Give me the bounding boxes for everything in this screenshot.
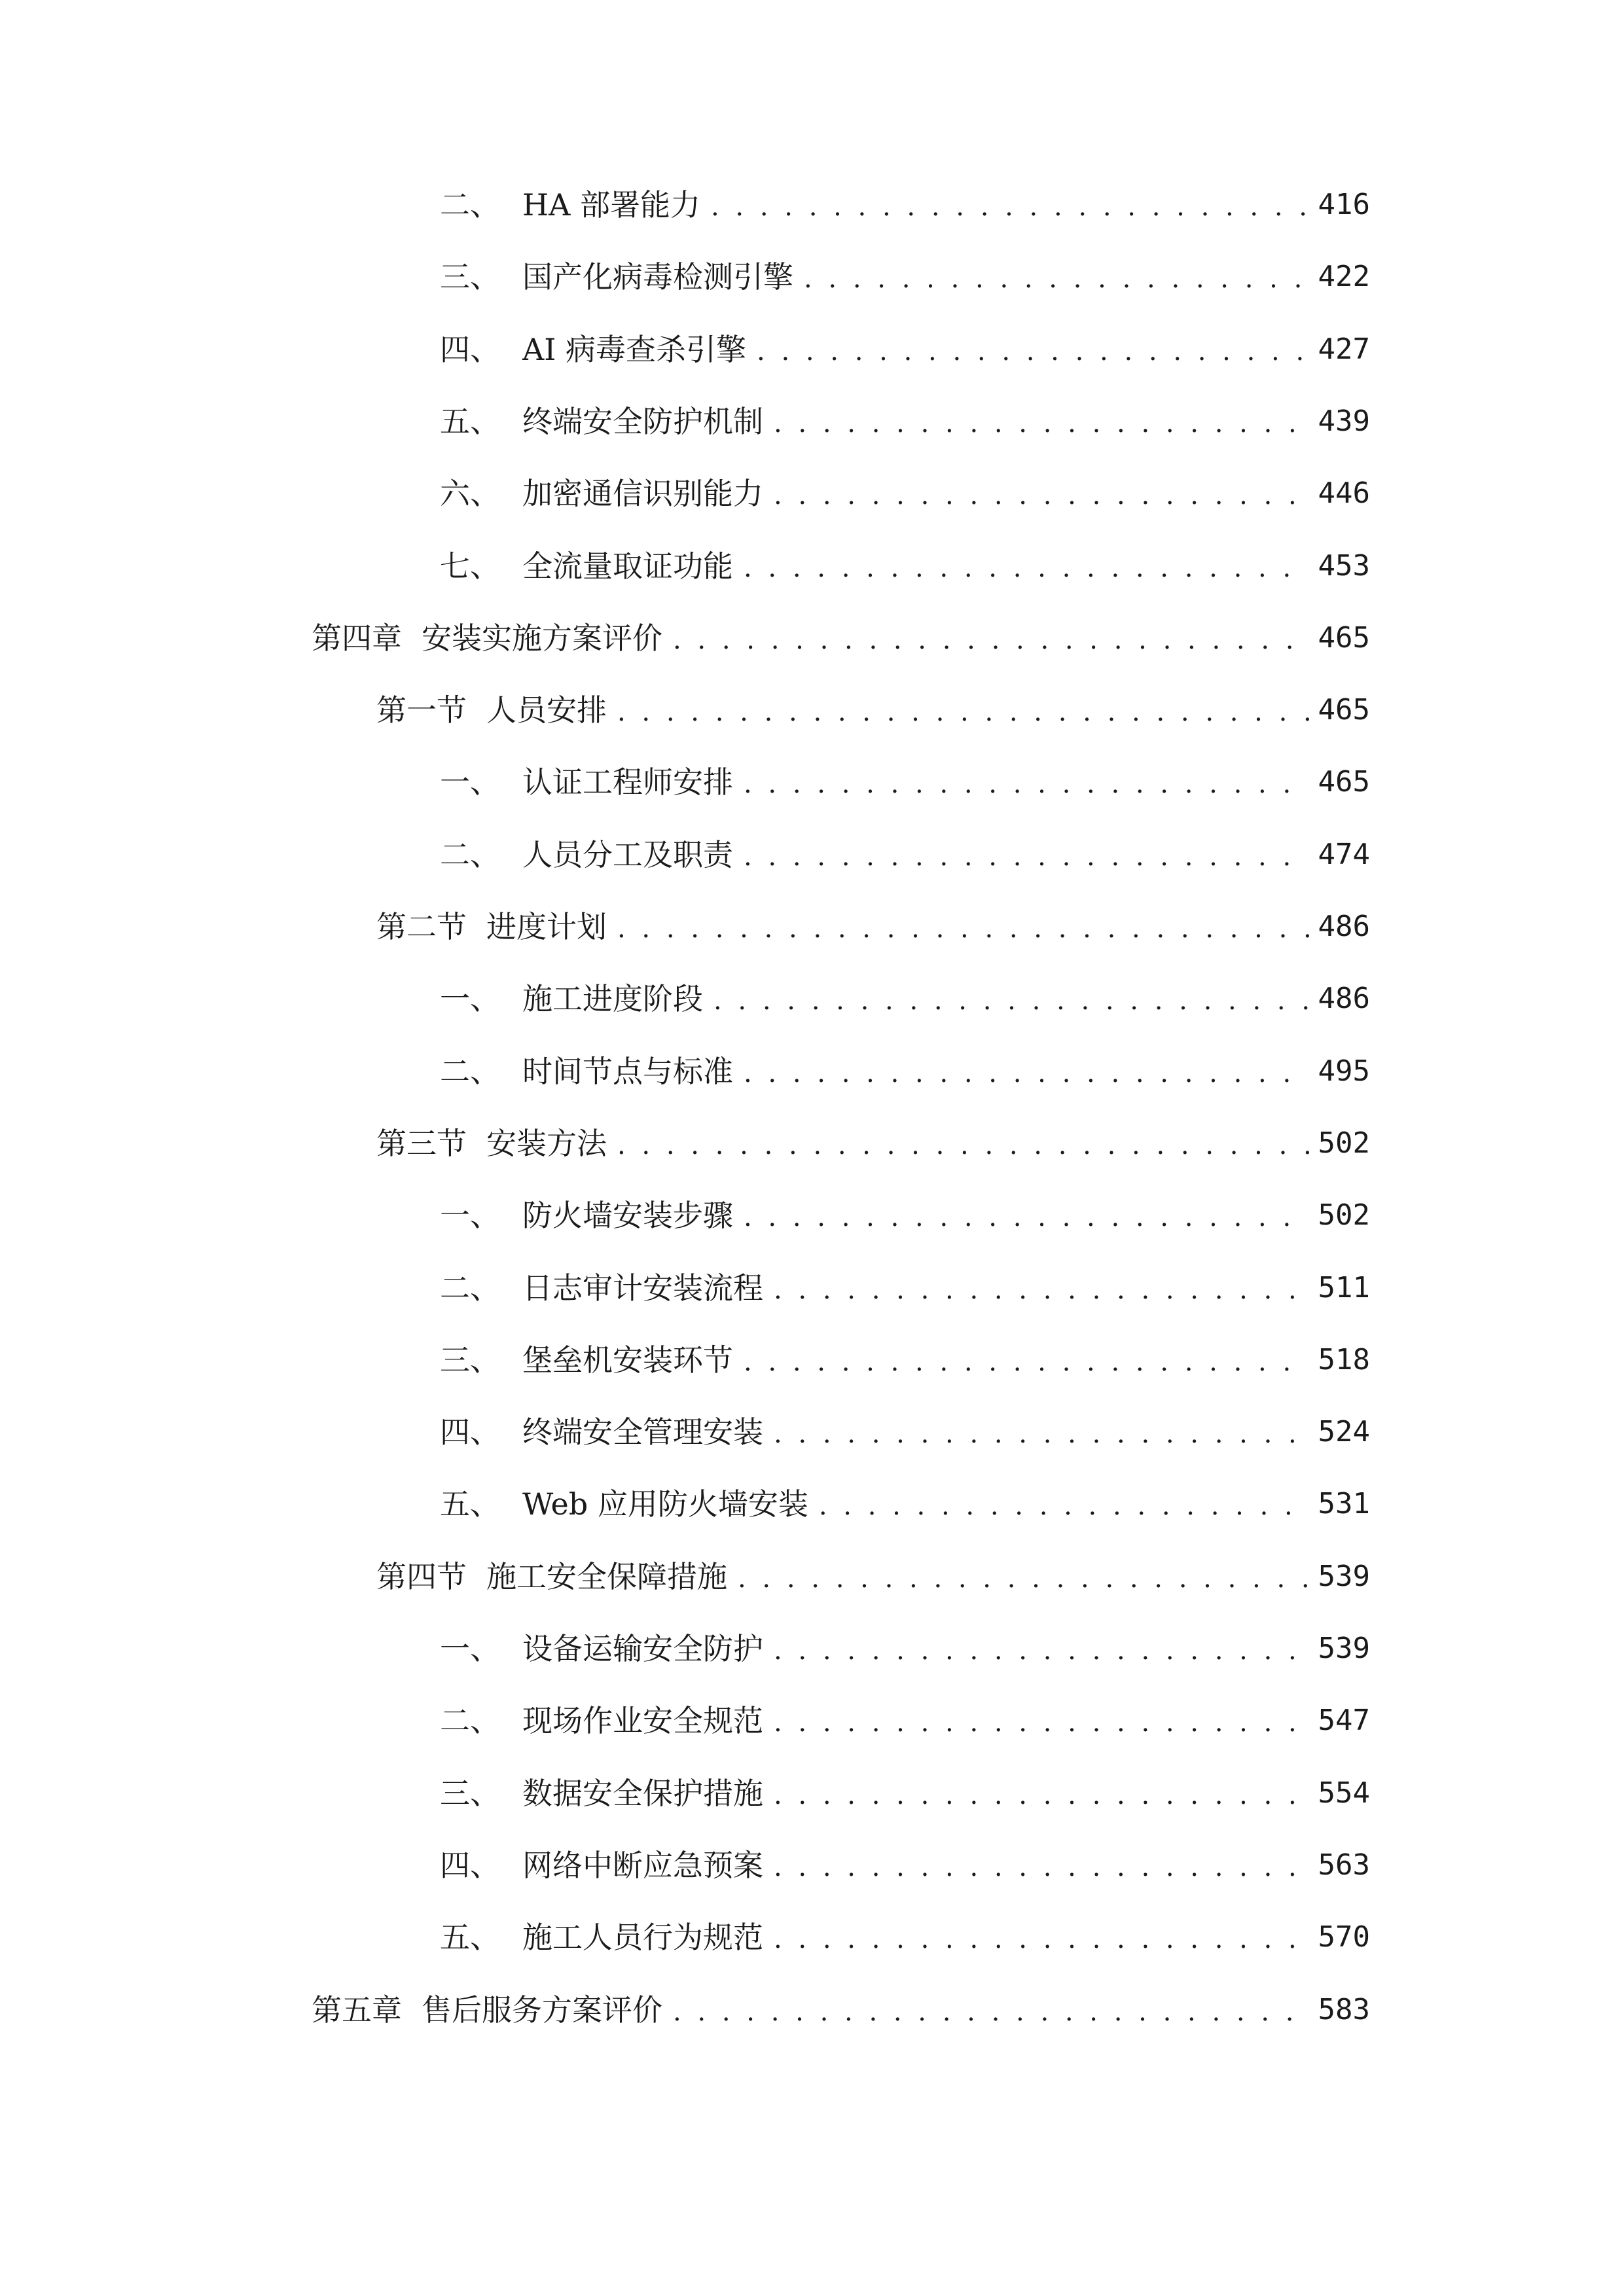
toc-entry-number: 三、 (440, 259, 500, 295)
toc-entry-label (440, 254, 793, 300)
toc-entry-item[interactable] (440, 399, 1370, 444)
toc-page-number: 465 (1318, 765, 1370, 798)
toc-page-number: 563 (1318, 1848, 1370, 1882)
toc-entry-item[interactable] (440, 832, 1370, 878)
toc-dot-leader (774, 1770, 1309, 1816)
toc-entry-title: 数据安全保护措施 (522, 1776, 763, 1811)
toc-dot-leader (774, 471, 1309, 516)
toc-page-number: 465 (1318, 621, 1370, 655)
toc-entry-title: 现场作业安全规范 (522, 1703, 763, 1738)
toc-entry-item[interactable] (440, 1193, 1370, 1238)
toc-page-number: 465 (1318, 693, 1370, 726)
toc-page-number: 539 (1318, 1632, 1370, 1665)
toc-entry-item[interactable] (440, 1049, 1370, 1094)
toc-page-number: 422 (1318, 260, 1370, 293)
toc-entry-label (440, 1770, 763, 1816)
toc-dot-leader (774, 1842, 1309, 1888)
toc-entry-item[interactable] (440, 1770, 1370, 1816)
toc-entry-label (376, 904, 607, 950)
toc-page-number: 554 (1318, 1776, 1370, 1810)
toc-entry-item[interactable] (440, 254, 1370, 300)
toc-page-number: 474 (1318, 838, 1370, 871)
toc-entry-number: 五、 (440, 404, 500, 439)
toc-page-number: 539 (1318, 1560, 1370, 1593)
toc-entry-label (440, 471, 763, 516)
toc-entry-number: 一、 (440, 764, 500, 800)
toc-page-number: 427 (1318, 332, 1370, 366)
toc-entry-label (440, 1337, 733, 1383)
toc-entry-item[interactable] (440, 182, 1370, 228)
toc-entry-title: 加密通信识别能力 (522, 476, 763, 511)
toc-entry-title: 施工进度阶段 (522, 981, 703, 1016)
toc-page-number: 547 (1318, 1704, 1370, 1737)
toc-entry-number: 五、 (440, 1920, 500, 1955)
toc-entry-number: 四、 (440, 332, 500, 367)
toc-entry-number: 二、 (440, 837, 500, 872)
toc-entry-title: 人员分工及职责 (522, 837, 733, 872)
toc-entry-number: 一、 (440, 981, 500, 1016)
toc-dot-leader (673, 1987, 1309, 2033)
toc-page-number: 495 (1318, 1054, 1370, 1088)
toc-entry-item[interactable] (440, 543, 1370, 589)
toc-entry-item[interactable] (440, 1481, 1370, 1527)
toc-entry-section[interactable] (376, 687, 1370, 733)
toc-entry-number: 七、 (440, 548, 500, 584)
toc-entry-number: 第一节 (376, 692, 467, 728)
toc-entry-title: 人员安排 (486, 692, 607, 728)
toc-entry-item[interactable] (440, 1409, 1370, 1455)
toc-entry-title: Web 应用防火墙安装 (522, 1486, 808, 1522)
toc-entry-title: 设备运输安全防护 (522, 1631, 763, 1666)
toc-dot-leader (617, 1121, 1309, 1166)
toc-entry-title: 时间节点与标准 (522, 1054, 733, 1089)
toc-entry-label (440, 399, 763, 444)
toc-entry-title: HA 部署能力 (522, 187, 700, 223)
toc-entry-item[interactable] (440, 1626, 1370, 1672)
toc-entry-number: 第三节 (376, 1126, 467, 1161)
toc-entry-label (440, 327, 746, 372)
toc-dot-leader (744, 1049, 1309, 1094)
toc-entry-item[interactable] (440, 759, 1370, 805)
toc-entry-title: 进度计划 (486, 909, 607, 944)
toc-entry-label (440, 1049, 733, 1094)
toc-entry-item[interactable] (440, 1337, 1370, 1383)
toc-entry-item[interactable] (440, 327, 1370, 372)
toc-dot-leader (738, 1554, 1309, 1600)
toc-page-number: 511 (1318, 1271, 1370, 1304)
toc-entry-label (440, 1914, 763, 1960)
toc-entry-title: 堡垒机安装环节 (522, 1342, 733, 1378)
toc-entry-title: 安装实施方案评价 (422, 620, 662, 656)
toc-entry-item[interactable] (440, 1265, 1370, 1311)
toc-dot-leader (617, 904, 1309, 950)
toc-page-number: 416 (1318, 188, 1370, 221)
toc-entry-chapter[interactable] (312, 615, 1370, 661)
toc-dot-leader (774, 1914, 1309, 1960)
toc-entry-label (376, 1554, 727, 1600)
toc-entry-title: 日志审计安装流程 (522, 1270, 763, 1306)
toc-entry-title: 售后服务方案评价 (422, 1992, 662, 2028)
toc-page-number: 453 (1318, 549, 1370, 583)
toc-entry-item[interactable] (440, 1698, 1370, 1744)
toc-dot-leader (744, 759, 1309, 805)
toc-entry-number: 第五章 (312, 1992, 402, 2028)
toc-entry-number: 第四章 (312, 620, 402, 656)
toc-page-number: 439 (1318, 404, 1370, 438)
toc-entry-title: 防火墙安装步骤 (522, 1198, 733, 1233)
toc-page-number: 502 (1318, 1198, 1370, 1232)
toc-entry-label (440, 1698, 763, 1744)
toc-entry-number: 五、 (440, 1486, 500, 1522)
toc-entry-number: 一、 (440, 1631, 500, 1666)
toc-dot-leader (617, 687, 1309, 733)
toc-entry-item[interactable] (440, 976, 1370, 1022)
toc-entry-title: 终端安全防护机制 (522, 404, 763, 439)
toc-entry-label (376, 1121, 607, 1166)
toc-dot-leader (713, 976, 1309, 1022)
toc-dot-leader (774, 399, 1309, 444)
toc-entry-title: 认证工程师安排 (522, 764, 733, 800)
toc-page-number: 524 (1318, 1415, 1370, 1448)
toc-entry-title: 全流量取证功能 (522, 548, 733, 584)
toc-dot-leader (819, 1481, 1309, 1527)
toc-entry-label (440, 1265, 763, 1311)
toc-entry-label (440, 1193, 733, 1238)
toc-entry-label (440, 976, 703, 1022)
toc-entry-item[interactable] (440, 471, 1370, 516)
toc-entry-title: 安装方法 (486, 1126, 607, 1161)
toc-entry-label (440, 1481, 808, 1527)
toc-entry-label (312, 615, 662, 661)
toc-entry-label (440, 759, 733, 805)
toc-page-number: 486 (1318, 910, 1370, 943)
toc-page-number: 446 (1318, 476, 1370, 510)
toc-dot-leader (673, 615, 1309, 661)
toc-entry-number: 三、 (440, 1776, 500, 1811)
toc-entry-title: 终端安全管理安装 (522, 1414, 763, 1450)
toc-entry-label (440, 543, 733, 589)
toc-entry-number: 二、 (440, 1703, 500, 1738)
toc-entry-number: 六、 (440, 476, 500, 511)
toc-dot-leader (774, 1698, 1309, 1744)
toc-page-number: 518 (1318, 1343, 1370, 1376)
toc-entry-title: 国产化病毒检测引擎 (522, 259, 793, 295)
toc-dot-leader (744, 1193, 1309, 1238)
toc-entry-title: 施工安全保障措施 (486, 1559, 727, 1594)
toc-entry-section[interactable] (376, 1121, 1370, 1166)
toc-entry-label (312, 1987, 662, 2033)
toc-dot-leader (711, 182, 1309, 228)
toc-dot-leader (774, 1409, 1309, 1455)
toc-entry-number: 二、 (440, 1270, 500, 1306)
toc-dot-leader (804, 254, 1309, 300)
toc-dot-leader (757, 327, 1309, 372)
toc-dot-leader (744, 1337, 1309, 1383)
toc-entry-number: 四、 (440, 1414, 500, 1450)
toc-page-number: 583 (1318, 1993, 1370, 2026)
toc-entry-number: 二、 (440, 187, 500, 223)
toc-entry-item[interactable] (440, 1914, 1370, 1960)
toc-page-number: 502 (1318, 1126, 1370, 1160)
toc-entry-label (440, 832, 733, 878)
toc-entry-number: 第四节 (376, 1559, 467, 1594)
toc-entry-item[interactable] (440, 1842, 1370, 1888)
toc-dot-leader (774, 1265, 1309, 1311)
toc-entry-label (440, 182, 700, 228)
toc-entry-number: 第二节 (376, 909, 467, 944)
toc-entry-title: 网络中断应急预案 (522, 1848, 763, 1883)
toc-entry-label (440, 1409, 763, 1455)
toc-entry-number: 四、 (440, 1848, 500, 1883)
toc-entry-section[interactable] (376, 904, 1370, 950)
toc-dot-leader (744, 832, 1309, 878)
toc-entry-number: 一、 (440, 1198, 500, 1233)
toc-entry-title: AI 病毒查杀引擎 (522, 332, 747, 367)
toc-entry-label (440, 1842, 763, 1888)
toc-entry-title: 施工人员行为规范 (522, 1920, 763, 1955)
toc-page-number: 570 (1318, 1920, 1370, 1954)
toc-entry-number: 二、 (440, 1054, 500, 1089)
toc-entry-label (440, 1626, 763, 1672)
toc-entry-number: 三、 (440, 1342, 500, 1378)
toc-entry-chapter[interactable] (312, 1987, 1370, 2033)
toc-entry-section[interactable] (376, 1554, 1370, 1600)
toc-entry-label (376, 687, 607, 733)
toc-dot-leader (744, 543, 1309, 589)
toc-dot-leader (774, 1626, 1309, 1672)
toc-page-number: 531 (1318, 1487, 1370, 1520)
toc-page-number: 486 (1318, 982, 1370, 1015)
